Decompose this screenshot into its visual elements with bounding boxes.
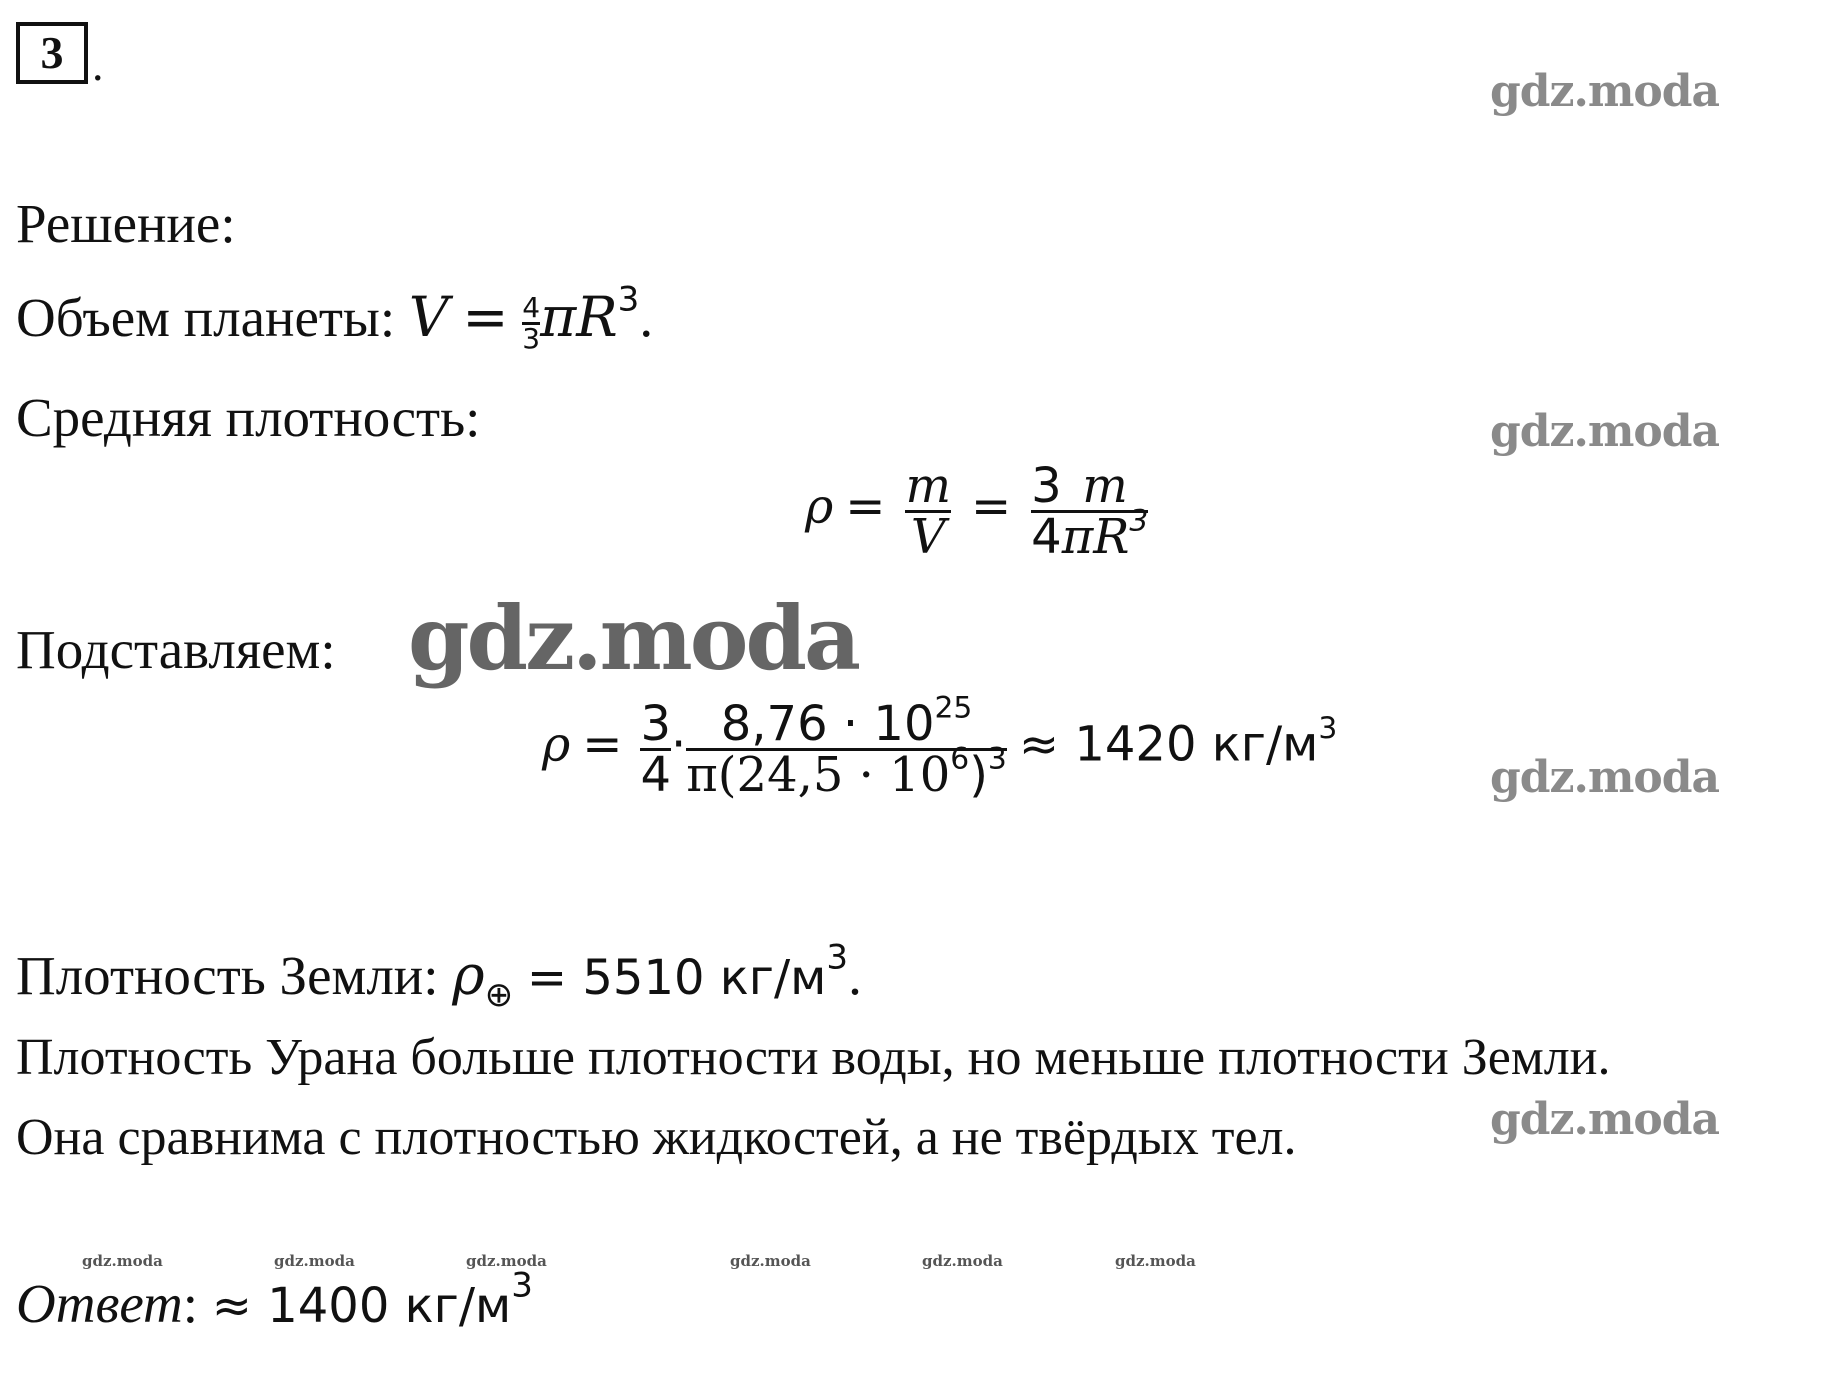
rho-symbol: ρ	[542, 716, 571, 773]
period: .	[848, 945, 862, 1006]
volume-line	[16, 279, 654, 355]
watermark: gdz.moda	[408, 586, 859, 690]
answer-value: ≈ 1400 кг/м	[211, 1278, 512, 1334]
fraction-denominator: 4	[1031, 509, 1062, 565]
equals-sign: =	[970, 478, 1012, 535]
three-quarters-fraction	[640, 696, 671, 803]
watermark: gdz.moda	[1490, 406, 1720, 457]
fraction-numerator: m	[1082, 458, 1128, 514]
exponent: 3	[826, 937, 849, 978]
equals-sign: =	[582, 716, 623, 773]
exponent: 3	[1129, 503, 1149, 539]
closing-paren: )	[969, 747, 988, 803]
uranus-mass: 8,76 · 10	[720, 696, 935, 752]
uranus-radius-expression: π(24,5 · 10	[686, 747, 951, 803]
watermark: gdz.moda	[1115, 1252, 1196, 1270]
earth-density-line	[16, 937, 862, 1015]
m-over-pir3-fraction	[1061, 458, 1149, 565]
density-formula	[805, 458, 1149, 565]
watermark: gdz.moda	[274, 1252, 355, 1270]
substitute-label: Подставляем:	[16, 619, 336, 680]
answer-colon: :	[182, 1273, 198, 1334]
equals-sign: =	[845, 478, 886, 535]
fraction-numerator: 4	[522, 290, 541, 324]
multiply-dot: ·	[670, 716, 687, 773]
volume-fraction	[522, 290, 541, 355]
earth-density-value: = 5510 кг/м	[526, 950, 827, 1006]
exponent: 3	[511, 1265, 533, 1306]
comparison-text-2: Она сравнима с плотностью жидкостей, а не твёрдых тел.	[16, 1109, 1297, 1166]
three-quarters-fraction	[1031, 458, 1062, 565]
watermark: gdz.moda	[1490, 752, 1720, 803]
comparison-text: Плотность Урана больше плотности воды, но меньше плотности Земли.	[16, 1029, 1611, 1086]
exponent: 25	[934, 690, 973, 726]
watermark: gdz.moda	[1490, 1094, 1720, 1145]
equals-sign: =	[462, 285, 509, 349]
fraction-numerator: m	[905, 458, 951, 514]
watermark: gdz.moda	[466, 1252, 547, 1270]
exponent: 3	[617, 279, 640, 320]
m-over-v-fraction	[905, 458, 951, 565]
volume-label: Объем планеты:	[16, 287, 396, 348]
answer-label: Ответ	[16, 1273, 183, 1334]
mass-over-volume-fraction	[686, 690, 1007, 803]
fraction-denominator: πR	[1061, 509, 1130, 565]
fraction-numerator: 3	[640, 696, 671, 752]
solution-heading: Решение:	[16, 193, 236, 254]
task-number-dot: .	[92, 39, 104, 90]
earth-symbol: ⊕	[484, 974, 514, 1015]
watermark: gdz.moda	[82, 1252, 163, 1270]
answer-line	[16, 1265, 533, 1334]
exponent: 3	[1318, 711, 1338, 747]
rho-symbol: ρ	[452, 943, 485, 1007]
watermark: gdz.moda	[730, 1252, 811, 1270]
pi-r: πR	[540, 285, 618, 349]
earth-density-label: Плотность Земли:	[16, 945, 439, 1006]
fraction-denominator: 3	[522, 321, 541, 355]
fraction-denominator: 4	[640, 747, 671, 803]
period: .	[639, 287, 654, 348]
density-result: ≈ 1420 кг/м	[1018, 716, 1319, 773]
task-number: 3	[40, 27, 64, 78]
exponent: 3	[987, 741, 1007, 777]
fraction-numerator: 3	[1031, 458, 1062, 514]
watermark: gdz.moda	[1490, 66, 1720, 117]
rho-symbol: ρ	[805, 478, 834, 535]
task-number-box	[16, 22, 88, 84]
substitution-formula	[542, 690, 1338, 803]
exponent: 6	[950, 741, 970, 777]
density-label: Средняя плотность:	[16, 387, 481, 448]
volume-symbol: V	[408, 285, 449, 349]
fraction-denominator: V	[905, 510, 951, 561]
watermark: gdz.moda	[922, 1252, 1003, 1270]
